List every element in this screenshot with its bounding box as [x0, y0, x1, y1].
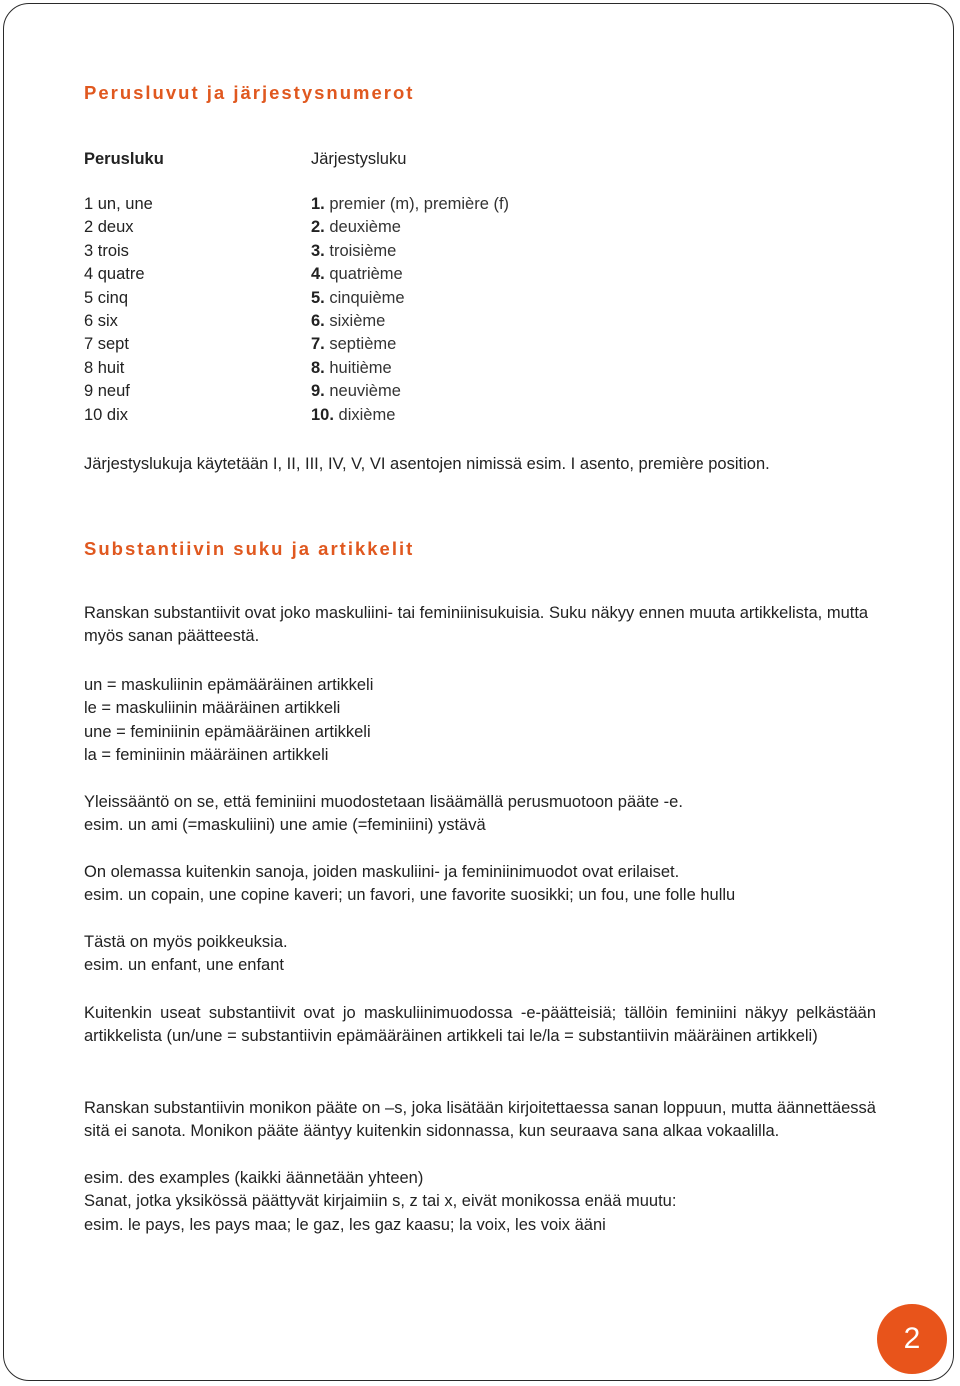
list-item: une = feminiinin epämääräinen artikkeli — [84, 722, 371, 741]
cardinal-cell: 3 trois — [84, 241, 129, 260]
plural-example: esim. des examples (kaikki äännetään yhteen) — [84, 1169, 424, 1187]
ordinal-usage-note: Järjestyslukuja käytetään I, II, III, IV, V, VI asentojen nimissä esim. I asento, première position. — [84, 455, 770, 473]
gender-intro: Ranskan substantiivit ovat joko maskuliini- tai feminiinisukuisia. Suku näkyy ennen muuta artikkelista, mutta myös sanan päätteestä. — [84, 604, 869, 646]
ordinal-cell: 6. sixième — [311, 312, 386, 330]
article-list — [84, 674, 876, 767]
ordinal-cell: 4. quatrième — [311, 265, 403, 284]
rule-example: esim. un enfant, une enfant — [84, 956, 284, 975]
column-header-cardinal: Perusluku — [84, 150, 164, 168]
cardinal-cell: 10 dix — [84, 405, 129, 424]
ordinal-cell: 7. septième — [311, 335, 397, 354]
rule-example: esim. un ami (=maskuliini) une amie (=feminiini) ystävä — [84, 816, 486, 835]
rule-example: esim. un copain, une copine kaveri; un favori, une favorite suosikki; un fou, une folle hullu — [84, 886, 736, 905]
page-number-badge: 2 — [877, 1304, 947, 1374]
ordinal-cell: 1. premier (m), première (f) — [311, 195, 510, 213]
cardinal-cell: 8 huit — [84, 358, 125, 377]
section-heading-numbers: Perusluvut ja järjestysnumerot — [84, 82, 415, 103]
ordinal-cell: 8. huitième — [311, 358, 392, 377]
list-item: le = maskuliinin määräinen artikkeli — [84, 699, 341, 718]
rule-text: On olemassa kuitenkin sanoja, joiden maskuliini- ja feminiinimuodot ovat erilaiset. — [84, 863, 680, 881]
cardinal-cell: 7 sept — [84, 335, 129, 354]
rule-different-forms — [84, 861, 876, 908]
ordinal-cell: 3. troisième — [311, 241, 397, 260]
plural-rule-example: esim. le pays, les pays maa; le gaz, les gaz kaasu; la voix, les voix ääni — [84, 1215, 606, 1234]
cardinal-cell: 1 un, une — [84, 195, 153, 213]
ordinal-cell: 5. cinquième — [311, 288, 405, 307]
plural-rule: Sanat, jotka yksikössä päättyvät kirjaimiin s, z tai x, eivät monikossa enää muutu: — [84, 1192, 677, 1211]
rule-feminine — [84, 791, 876, 838]
cardinal-cell: 6 six — [84, 312, 118, 330]
section-heading-articles: Substantiivin suku ja artikkelit — [84, 538, 415, 559]
list-item: un = maskuliinin epämääräinen artikkeli — [84, 676, 374, 694]
list-item: la = feminiinin määräinen artikkeli — [84, 745, 329, 764]
cardinal-cell: 9 neuf — [84, 382, 130, 401]
cardinal-cell: 5 cinq — [84, 288, 129, 307]
rule-text: Yleissääntö on se, että feminiini muodostetaan lisäämällä perusmuotoon pääte -e. — [84, 793, 683, 811]
rule-e-ending: Kuitenkin useat substantiivit ovat jo maskuliinimuodossa -e-päätteisiä; tällöin feminiini näkyy pelkästään artikkelista (un/une = substantiivin epämääräinen artikkeli tai le/la = substantiivin määräinen artikkeli) — [84, 1004, 876, 1046]
cardinal-cell: 4 quatre — [84, 265, 145, 284]
rule-text: Tästä on myös poikkeuksia. — [84, 933, 288, 951]
rule-exceptions — [84, 931, 876, 978]
column-header-ordinal: Järjestysluku — [311, 150, 407, 168]
plural-examples — [84, 1167, 876, 1237]
ordinal-cell: 9. neuvième — [311, 382, 401, 401]
ordinal-cell: 10. dixième — [311, 405, 396, 424]
cardinal-cell: 2 deux — [84, 218, 134, 237]
plural-explanation: Ranskan substantiivin monikon pääte on –s, joka lisätään kirjoitettaessa sanan loppuun, mutta äännettäessä sitä ei sanota. Monikon pääte ääntyy kuitenkin sidonnassa, kun seuraava sana alkaa vokaalilla. — [84, 1099, 876, 1141]
ordinal-cell: 2. deuxième — [311, 218, 401, 237]
